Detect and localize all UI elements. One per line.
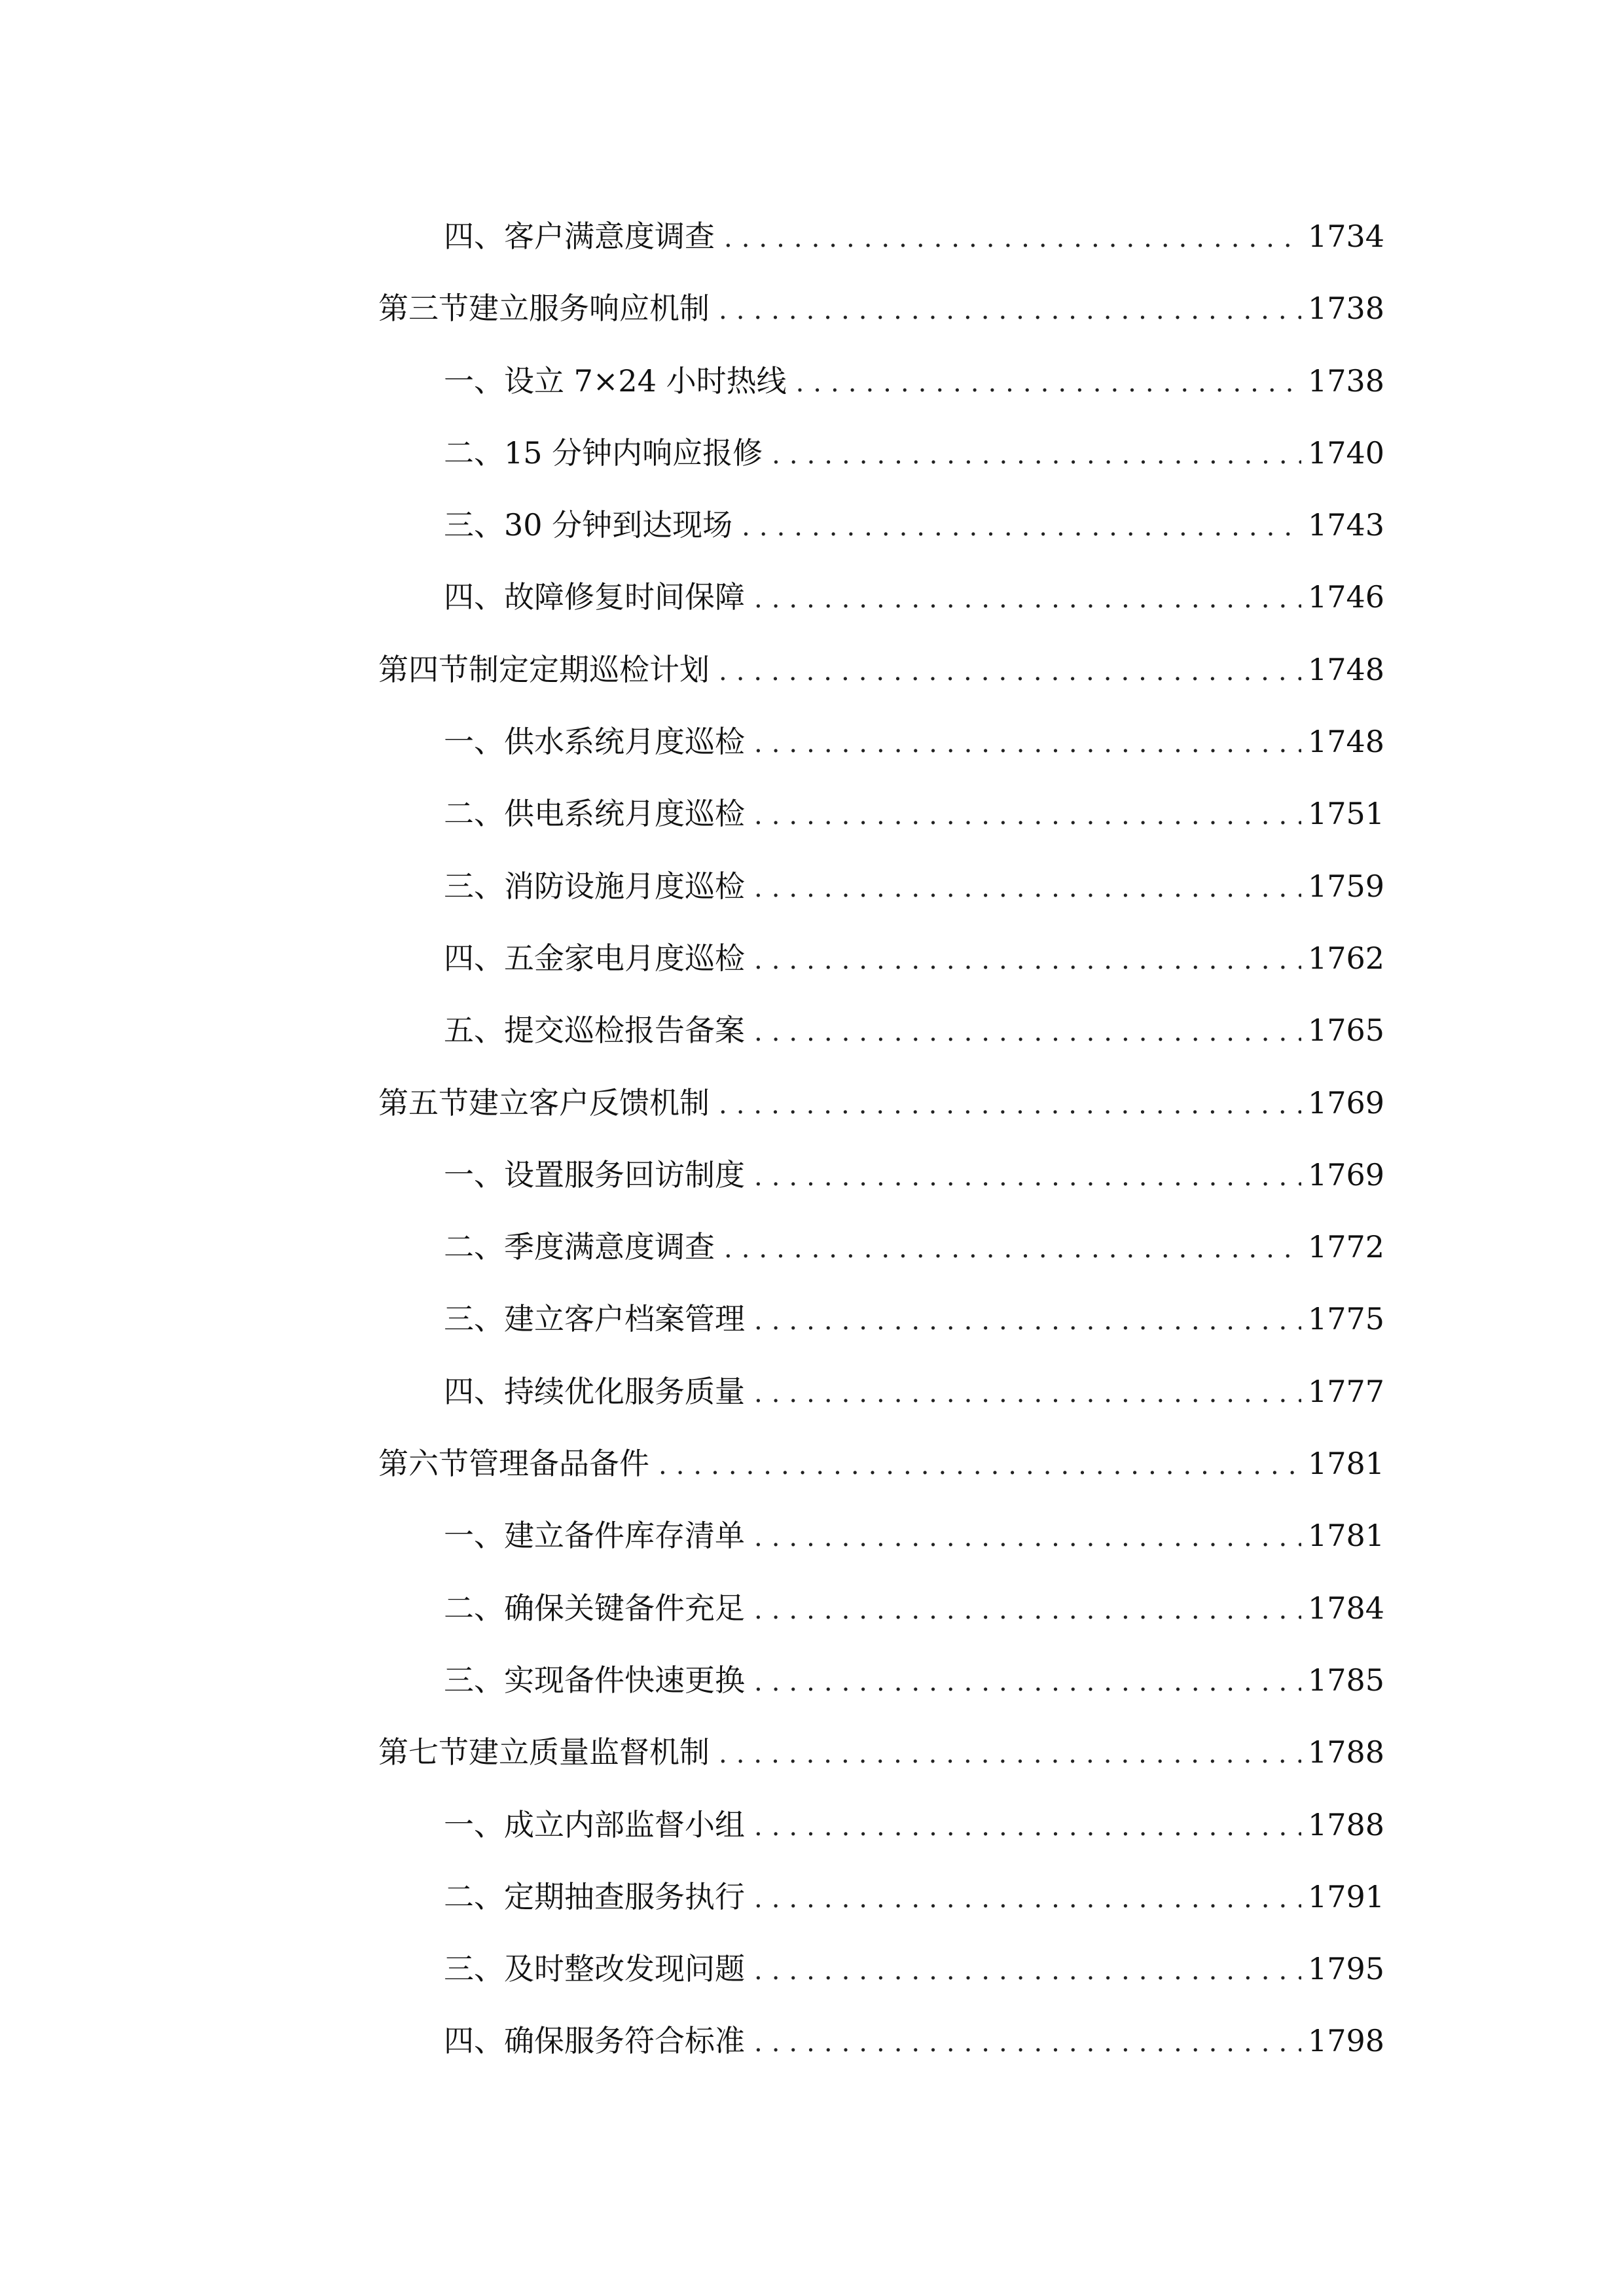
toc-entry-title: 五金家电月度巡检 [504,940,745,976]
toc-dot-leader [754,563,1301,635]
toc-page-number: 1784 [1308,1590,1385,1626]
toc-dot-leader [719,1069,1301,1141]
toc-dot-leader [754,780,1301,852]
toc-entry-title: 建立质量监督机制 [469,1734,710,1770]
toc-entry-title: 季度满意度调查 [504,1229,715,1265]
toc-entry-title: 设立 7×24 小时热线 [504,363,787,399]
toc-entry-number: 四、 [444,579,504,615]
toc-dot-leader [772,419,1301,491]
toc-page-number: 1743 [1308,507,1385,543]
toc-entry-title: 供水系统月度巡检 [504,724,745,760]
toc-dot-leader [754,1285,1301,1357]
toc-entry-number: 第七节 [378,1734,469,1770]
toc-entry-number: 三、 [444,507,504,543]
toc-subsection-entry[interactable] [378,1283,1385,1355]
toc-subsection-entry[interactable] [378,778,1385,850]
toc-entry-number: 第四节 [378,651,469,687]
toc-page-number: 1788 [1308,1734,1385,1770]
toc-entry-number: 五、 [444,1013,504,1049]
toc-entry-title: 建立备件库存清单 [504,1518,745,1554]
toc-subsection-entry[interactable] [378,417,1385,489]
toc-subsection-entry[interactable] [378,1139,1385,1211]
toc-entry-title: 建立服务响应机制 [469,291,710,327]
toc-subsection-entry[interactable] [378,994,1385,1066]
toc-entry-number: 四、 [444,2023,504,2059]
toc-entry-number: 第六节 [378,1446,469,1482]
toc-entry-number: 二、 [444,435,504,471]
toc-subsection-entry[interactable] [378,345,1385,417]
toc-page-number: 1751 [1308,796,1385,832]
toc-page-number: 1772 [1308,1229,1385,1265]
toc-page-number: 1788 [1308,1806,1385,1842]
toc-page-number: 1777 [1308,1373,1385,1409]
toc-page-number: 1785 [1308,1662,1385,1698]
toc-page-number: 1740 [1308,435,1385,471]
toc-entry-number: 二、 [444,1878,504,1914]
toc-dot-leader [742,491,1301,563]
toc-dot-leader [724,1213,1301,1285]
toc-subsection-entry[interactable] [378,922,1385,994]
toc-dot-leader [754,1863,1301,1935]
toc-dot-leader [754,852,1301,924]
toc-entry-number: 一、 [444,363,504,399]
toc-entry-title: 管理备品备件 [469,1446,649,1482]
toc-dot-leader [719,274,1301,346]
toc-dot-leader [719,636,1301,708]
toc-dot-leader [754,708,1301,780]
toc-dot-leader [796,347,1301,419]
toc-page-number: 1775 [1308,1301,1385,1337]
toc-subsection-entry[interactable] [378,1644,1385,1716]
toc-entry-number: 二、 [444,1590,504,1626]
toc-entry-number: 四、 [444,1373,504,1409]
toc-section-entry[interactable] [378,1427,1385,1499]
toc-subsection-entry[interactable] [378,1933,1385,2005]
toc-entry-title: 15 分钟内响应报修 [504,435,763,471]
toc-page-number: 1781 [1308,1518,1385,1554]
toc-entry-number: 三、 [444,1951,504,1987]
toc-entry-title: 建立客户反馈机制 [469,1085,710,1121]
toc-dot-leader [754,1357,1301,1429]
toc-entry-title: 成立内部监督小组 [504,1806,745,1842]
toc-entry-number: 四、 [444,219,504,254]
toc-entry-title: 设置服务回访制度 [504,1157,745,1193]
toc-entry-number: 三、 [444,1662,504,1698]
toc-entry-title: 确保服务符合标准 [504,2023,745,2059]
toc-entry-title: 持续优化服务质量 [504,1373,745,1409]
toc-page-number: 1791 [1308,1878,1385,1914]
toc-entry-title: 客户满意度调查 [504,219,715,254]
toc-subsection-entry[interactable] [378,1499,1385,1571]
toc-dot-leader [724,202,1301,274]
toc-entry-title: 消防设施月度巡检 [504,868,745,904]
toc-entry-number: 四、 [444,940,504,976]
toc-subsection-entry[interactable] [378,1355,1385,1427]
toc-entry-number: 三、 [444,1301,504,1337]
toc-subsection-entry[interactable] [378,561,1385,633]
toc-dot-leader [754,1791,1301,1863]
toc-entry-number: 二、 [444,796,504,832]
toc-page-number: 1795 [1308,1951,1385,1987]
toc-entry-title: 确保关键备件充足 [504,1590,745,1626]
toc-dot-leader [754,924,1301,996]
toc-page-number: 1769 [1308,1085,1385,1121]
toc-entry-title: 提交巡检报告备案 [504,1013,745,1049]
toc-entry-number: 第三节 [378,291,469,327]
toc-dot-leader [754,1646,1301,1718]
toc-page-number: 1738 [1308,291,1385,327]
toc-entry-number: 二、 [444,1229,504,1265]
toc-page-number: 1734 [1308,219,1385,254]
toc-section-entry[interactable] [378,1716,1385,1788]
toc-entry-title: 及时整改发现问题 [504,1951,745,1987]
toc-page-number: 1748 [1308,651,1385,687]
toc-subsection-entry[interactable] [378,1861,1385,1933]
toc-entry-number: 第五节 [378,1085,469,1121]
toc-dot-leader [754,996,1301,1068]
toc-dot-leader [754,1574,1301,1646]
toc-dot-leader [659,1429,1301,1501]
toc-dot-leader [754,2007,1301,2079]
toc-dot-leader [719,1718,1301,1790]
toc-section-entry[interactable] [378,272,1385,344]
toc-entry-title: 30 分钟到达现场 [504,507,733,543]
toc-subsection-entry[interactable] [378,706,1385,778]
toc-page-number: 1781 [1308,1446,1385,1482]
toc-entry-title: 供电系统月度巡检 [504,796,745,832]
toc-dot-leader [754,1141,1301,1213]
toc-entry-title: 定期抽查服务执行 [504,1878,745,1914]
toc-dot-leader [754,1501,1301,1573]
toc-page-number: 1759 [1308,868,1385,904]
toc-section-entry[interactable] [378,1067,1385,1139]
toc-subsection-entry[interactable] [378,1789,1385,1861]
toc-subsection-entry[interactable] [378,489,1385,561]
toc-dot-leader [754,1935,1301,2007]
toc-subsection-entry[interactable] [378,850,1385,922]
toc-page-number: 1738 [1308,363,1385,399]
toc-page-number: 1769 [1308,1157,1385,1193]
toc-entry-title: 制定定期巡检计划 [469,651,710,687]
toc-entry-title: 故障修复时间保障 [504,579,745,615]
toc-section-entry[interactable] [378,634,1385,706]
toc-entry-title: 建立客户档案管理 [504,1301,745,1337]
toc-entry-number: 三、 [444,868,504,904]
toc-subsection-entry[interactable] [378,200,1385,272]
toc-page-number: 1762 [1308,940,1385,976]
toc-entry-number: 一、 [444,1157,504,1193]
toc-entry-number: 一、 [444,1518,504,1554]
toc-page-number: 1765 [1308,1013,1385,1049]
toc-entry-number: 一、 [444,724,504,760]
toc-page-number: 1798 [1308,2023,1385,2059]
toc-entry-title: 实现备件快速更换 [504,1662,745,1698]
toc-subsection-entry[interactable] [378,1572,1385,1644]
table-of-contents [378,200,1385,2077]
toc-entry-number: 一、 [444,1806,504,1842]
toc-subsection-entry[interactable] [378,2005,1385,2077]
toc-page-number: 1746 [1308,579,1385,615]
toc-page-number: 1748 [1308,724,1385,760]
toc-subsection-entry[interactable] [378,1211,1385,1283]
